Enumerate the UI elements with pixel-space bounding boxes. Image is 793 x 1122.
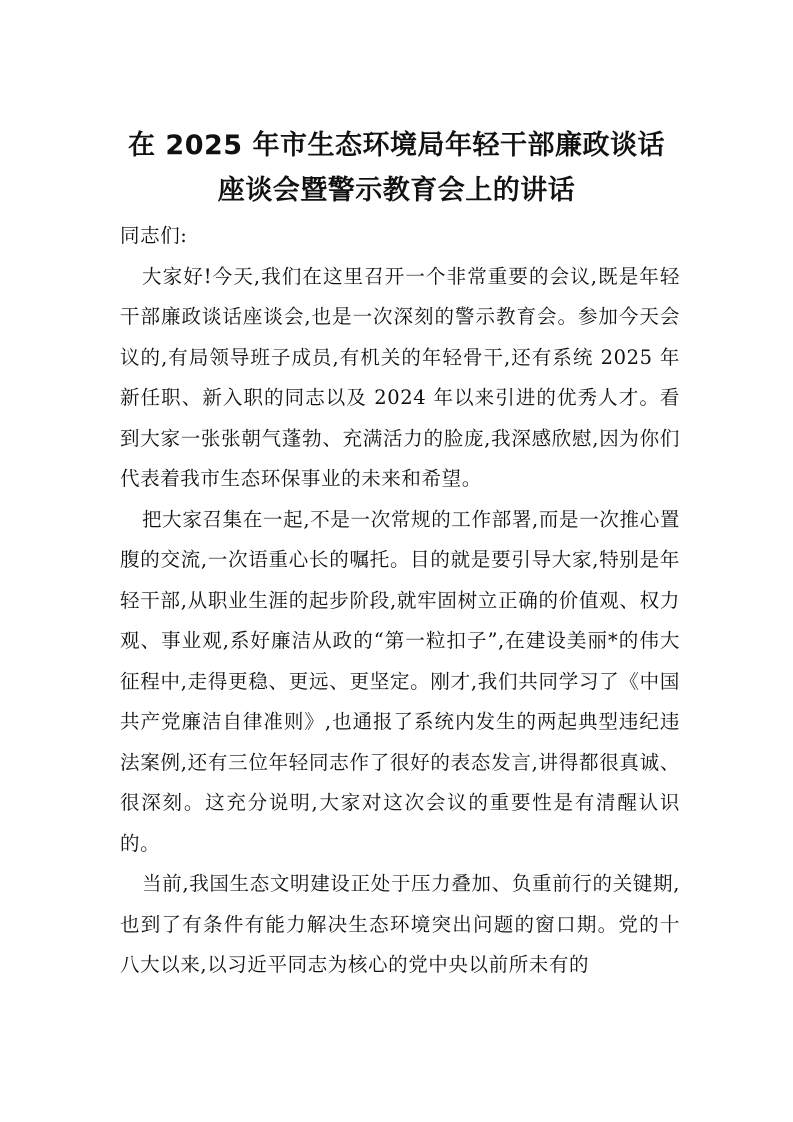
paragraph-2: 把大家召集在一起,不是一次常规的工作部署,而是一次推心置腹的交流,一次语重心长的嘱托。目的就是要引导大家,特别是年轻干部,从职业生涯的起步阶段,就牢固树立正确的价值观、权力观、事业观,系好廉洁从政的“第一粒扣子”,在建设美丽*的伟大征程中,走得更稳、更远、更坚定。刚才,我们共同学习了《中国共产党廉洁自律准则》,也通报了系统内发生的两起典型违纪违法案例,还有三位年轻同志作了很好的表态发言,讲得都很真诚、很深刻。这充分说明,大家对这次会议的重要性是有清醒认识的。	[120, 507, 680, 855]
document-body	[120, 216, 680, 986]
paragraph-3: 当前,我国生态文明建设正处于压力叠加、负重前行的关键期,也到了有条件有能力解决生态环境突出问题的窗口期。党的十八大以来,以习近平同志为核心的党中央以前所未有的	[120, 872, 680, 976]
document-title-line-2: 座谈会暨警示教育会上的讲话	[217, 175, 576, 206]
document-title-line-1: 在 2025 年市生态环境局年轻干部廉政谈话	[128, 130, 665, 161]
salutation: 同志们:	[120, 224, 188, 247]
paragraph-1: 大家好!今天,我们在这里召开一个非常重要的会议,既是年轻干部廉政谈话座谈会,也是一次深刻的警示教育会。参加今天会议的,有局领导班子成员,有机关的年轻骨干,还有系统 2025 年新任职、新入职的同志以及 2024 年以来引进的优秀人才。看到大家一张张朝气蓬勃、充满活力的脸庞,我深感欣慰,因为你们代表着我市生态环保事业的未来和希望。	[120, 264, 680, 490]
